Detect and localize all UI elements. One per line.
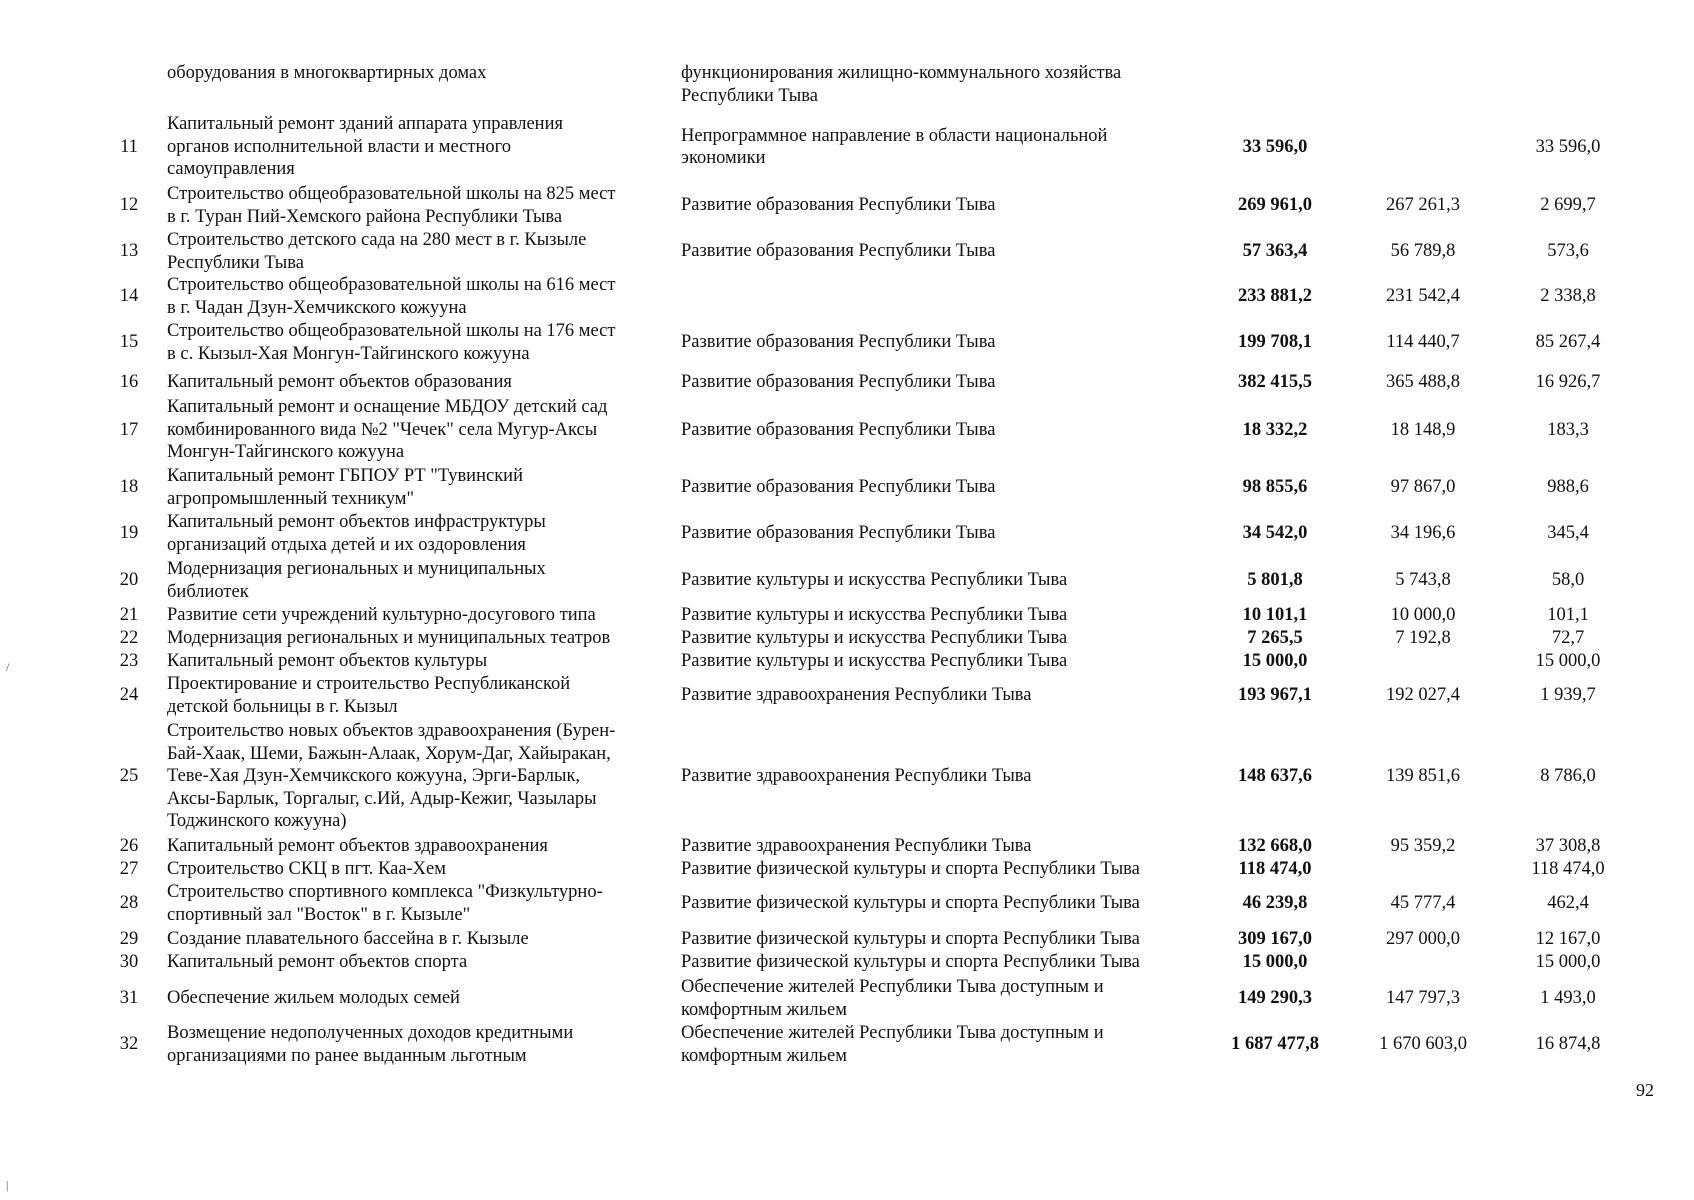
program-name [681,331,1201,354]
row-number: 19 [119,523,139,544]
total-amount: 148 637,6 [1238,766,1312,787]
republic-amount: 37 308,8 [1535,836,1601,857]
object-name-line: детской больницы в г. Кызыл [167,696,398,717]
row-number: 28 [119,893,139,914]
republic-amount: 72,7 [1551,628,1585,649]
federal-amount: 297 000,0 [1386,929,1460,950]
table-row [0,881,1694,926]
total-amount: 193 967,1 [1238,685,1312,706]
object-name [167,320,677,365]
republic-amount: 33 596,0 [1535,136,1601,157]
row-number: 24 [119,685,139,706]
program-name-line: Развитие образования Республики Тыва [681,195,996,216]
program-name-line: Развитие физической культуры и спорта Республики Тыва [681,893,1140,914]
object-name [167,229,677,274]
table-row [0,951,1694,974]
object-name [167,881,677,926]
object-name [167,627,677,650]
federal-amount: 45 777,4 [1390,893,1456,914]
object-name-line: Республики Тыва [167,252,304,273]
table-row [0,465,1694,510]
program-name [681,522,1201,545]
object-name-line: Строительство СКЦ в пгт. Каа-Хем [167,859,446,880]
object-name-line: Тоджинского кожууна) [167,811,347,832]
program-name-line: экономики [681,148,766,168]
republic-amount: 15 000,0 [1535,651,1601,672]
program-name [681,1022,1201,1067]
row-number: 17 [119,419,139,440]
total-amount: 34 542,0 [1242,523,1308,544]
object-name [167,113,677,181]
total-amount: 118 474,0 [1238,859,1312,880]
object-name [167,673,677,718]
program-name [681,650,1201,673]
object-name-line: оборудования в многоквартирных домах [167,63,487,83]
federal-amount: 231 542,4 [1386,286,1460,307]
object-name-line: Теве-Хая Дзун-Хемчикского кожууна, Эрги-Барлык, [167,766,581,787]
margin-mark: | [6,1178,9,1192]
row-number: 29 [119,929,139,950]
row-number: 12 [119,195,139,216]
program-name-line: Развитие физической культуры и спорта Республики Тыва [681,929,1140,950]
program-name [681,976,1201,1021]
table-row [0,858,1694,881]
object-name-line: Обеспечение жильем молодых семей [167,988,460,1009]
table-row [0,627,1694,650]
program-name-line: комфортным жильем [681,999,847,1020]
object-name-line: Капитальный ремонт объектов образования [167,372,512,393]
row-number: 18 [119,477,139,498]
object-name-line: агропромышленный техникум" [167,488,415,509]
object-name-line: Возмещение недополученных доходов кредитными [167,1023,574,1043]
total-amount: 10 101,1 [1242,605,1308,626]
federal-amount: 139 851,6 [1386,766,1460,787]
table-row [0,183,1694,228]
object-name-line: Капитальный ремонт объектов инфраструктуры [167,512,546,532]
republic-amount: 573,6 [1547,241,1589,262]
republic-amount: 15 000,0 [1535,952,1601,973]
object-name-line: Строительство общеобразовательной школы на 616 мест [167,275,616,295]
federal-amount: 365 488,8 [1386,372,1460,393]
program-name [681,684,1201,707]
republic-amount: 2 338,8 [1540,286,1596,307]
program-name [681,371,1201,394]
object-name [167,720,677,833]
total-amount: 1 687 477,8 [1231,1034,1319,1055]
row-number: 14 [119,286,139,307]
table-row [0,604,1694,627]
object-name-line: Строительство общеобразовательной школы на 176 мест [167,321,616,341]
table-row [0,396,1694,464]
federal-amount: 267 261,3 [1386,195,1460,216]
republic-amount: 58,0 [1551,570,1585,591]
program-name-line: Развитие образования Республики Тыва [681,241,996,262]
program-name-line: Развитие образования Республики Тыва [681,523,996,544]
row-number: 32 [119,1034,139,1055]
object-name-line: Бай-Хаак, Шеми, Бажын-Алаак, Хорум-Даг, Хайыракан, [167,743,611,764]
table-row [0,371,1694,394]
program-name [681,604,1201,627]
total-amount: 309 167,0 [1238,929,1312,950]
row-number: 23 [119,651,139,672]
object-name [167,835,677,858]
program-name [681,194,1201,217]
total-amount: 7 265,5 [1247,628,1303,649]
object-name [167,465,677,510]
total-amount: 382 415,5 [1238,372,1312,393]
row-number: 25 [119,766,139,787]
total-amount: 98 855,6 [1242,477,1308,498]
program-name [681,62,1201,107]
table-row [0,229,1694,274]
object-name [167,274,677,319]
object-name-line: Строительство общеобразовательной школы на 825 мест [167,184,616,204]
table-row [0,1022,1694,1067]
program-name-line: комфортным жильем [681,1045,847,1066]
program-name [681,765,1201,788]
row-number: 15 [119,332,139,353]
table-row [0,274,1694,319]
republic-amount: 85 267,4 [1535,332,1601,353]
program-name-line: Развитие культуры и искусства Республики Тыва [681,570,1068,591]
row-number: 31 [119,988,139,1009]
program-name-line: Развитие здравоохранения Республики Тыва [681,685,1032,706]
program-name-line: Развитие здравоохранения Республики Тыва [681,836,1032,857]
republic-amount: 101,1 [1547,605,1589,626]
table-row [0,720,1694,833]
object-name-line: Модернизация региональных и муниципальных театров [167,628,611,649]
object-name [167,396,677,464]
program-name-line: Непрограммное направление в области национальной [681,125,1108,146]
federal-amount: 7 192,8 [1395,628,1451,649]
program-name [681,892,1201,915]
republic-amount: 462,4 [1547,893,1589,914]
object-name-line: спортивный зал "Восток" в г. Кызыле" [167,904,471,925]
total-amount: 33 596,0 [1242,136,1308,157]
object-name-line: Проектирование и строительство Республиканской [167,674,571,694]
object-name-line: в г. Чадан Дзун-Хемчикского кожууна [167,297,467,318]
republic-amount: 1 939,7 [1540,685,1596,706]
republic-amount: 16 926,7 [1535,372,1601,393]
program-name-line: Развитие культуры и искусства Республики Тыва [681,628,1068,649]
program-name [681,419,1201,442]
row-number: 16 [119,372,139,393]
object-name [167,650,677,673]
object-name [167,951,677,974]
program-name-line: Обеспечение жителей Республики Тыва доступным и [681,977,1104,997]
row-number: 26 [119,836,139,857]
federal-amount: 10 000,0 [1390,605,1456,626]
program-name [681,627,1201,650]
object-name-line: библиотек [167,581,249,602]
object-name [167,558,677,603]
table-row [0,320,1694,365]
program-name-line: Развитие образования Республики Тыва [681,332,996,353]
program-name [681,835,1201,858]
object-name [167,62,677,85]
object-name-line: Капитальный ремонт объектов спорта [167,952,468,973]
program-name-line: Развитие здравоохранения Республики Тыва [681,766,1032,787]
table-row [0,673,1694,718]
table-row [0,62,1694,107]
federal-amount: 5 743,8 [1395,570,1451,591]
total-amount: 199 708,1 [1238,332,1312,353]
program-name-line: Развитие физической культуры и спорта Республики Тыва [681,859,1140,880]
table-row [0,511,1694,556]
object-name-line: в с. Кызыл-Хая Монгун-Тайгинского кожууна [167,343,530,364]
margin-mark: / [6,660,10,674]
object-name-line: Строительство новых объектов здравоохранения (Бурен- [167,721,616,742]
object-name-line: Строительство детского сада на 280 мест в г. Кызыле [167,230,587,250]
program-name-line: Развитие культуры и искусства Республики Тыва [681,605,1068,626]
federal-amount: 147 797,3 [1386,988,1460,1009]
row-number: 22 [119,628,139,649]
object-name-line: Развитие сети учреждений культурно-досугового типа [167,605,596,626]
object-name-line: организациями по ранее выданным льготным [167,1045,527,1066]
object-name-line: в г. Туран Пий-Хемского района Республики Тыва [167,206,563,227]
total-amount: 18 332,2 [1242,419,1308,440]
total-amount: 149 290,3 [1238,988,1312,1009]
object-name-line: Капитальный ремонт и оснащение МБДОУ детский сад [167,397,608,418]
total-amount: 15 000,0 [1242,651,1308,672]
republic-amount: 1 493,0 [1540,988,1596,1009]
object-name [167,1022,677,1067]
object-name-line: Капитальный ремонт объектов культуры [167,651,488,672]
object-name-line: Создание плавательного бассейна в г. Кызыле [167,929,529,950]
object-name [167,987,677,1010]
page-number: 92 [1636,1080,1654,1100]
program-name [681,858,1201,881]
object-name [167,858,677,881]
republic-amount: 12 167,0 [1535,929,1601,950]
republic-amount: 2 699,7 [1540,195,1596,216]
federal-amount: 95 359,2 [1390,836,1456,857]
program-name-line: функционирования жилищно-коммунального хозяйства [681,63,1122,83]
total-amount: 233 881,2 [1238,286,1312,307]
republic-amount: 8 786,0 [1540,766,1596,787]
row-number: 21 [119,605,139,626]
program-name [681,125,1201,170]
federal-amount: 97 867,0 [1390,477,1456,498]
row-number: 27 [119,859,139,880]
federal-amount: 18 148,9 [1390,419,1456,440]
object-name-line: органов исполнительной власти и местного [167,136,511,157]
federal-amount: 192 027,4 [1386,685,1460,706]
federal-amount: 56 789,8 [1390,241,1456,262]
object-name [167,183,677,228]
program-name [681,476,1201,499]
program-name-line: Развитие образования Республики Тыва [681,372,996,393]
object-name-line: самоуправления [167,159,295,180]
total-amount: 269 961,0 [1238,195,1312,216]
table-row [0,928,1694,951]
table-row [0,558,1694,603]
total-amount: 57 363,4 [1242,241,1308,262]
object-name [167,371,677,394]
row-number: 20 [119,570,139,591]
republic-amount: 988,6 [1547,477,1589,498]
object-name-line: Аксы-Барлык, Торгалыг, с.Ий, Адыр-Кежиг, Чазылары [167,788,597,809]
program-name-line: Развитие культуры и искусства Республики Тыва [681,651,1068,672]
total-amount: 15 000,0 [1242,952,1308,973]
federal-amount: 114 440,7 [1386,332,1460,353]
program-name [681,951,1201,974]
object-name-line: Капитальный ремонт объектов здравоохранения [167,836,548,857]
program-name-line: Развитие образования Республики Тыва [681,419,996,440]
republic-amount: 16 874,8 [1535,1034,1601,1055]
object-name-line: Модернизация региональных и муниципальных [167,559,546,579]
republic-amount: 183,3 [1547,419,1589,440]
object-name [167,511,677,556]
object-name-line: комбинированного вида №2 "Чечек" села Мугур-Аксы [167,419,598,440]
federal-amount: 1 670 603,0 [1379,1034,1467,1055]
table-row [0,976,1694,1021]
object-name-line: организаций отдыха детей и их оздоровления [167,534,526,555]
table-row [0,835,1694,858]
republic-amount: 118 474,0 [1531,859,1605,880]
federal-amount: 34 196,6 [1390,523,1456,544]
program-name [681,240,1201,263]
object-name-line: Строительство спортивного комплекса "Физкультурно- [167,882,603,902]
table-row [0,113,1694,181]
total-amount: 46 239,8 [1242,893,1308,914]
program-name [681,928,1201,951]
object-name [167,928,677,951]
object-name-line: Капитальный ремонт зданий аппарата управления [167,114,563,135]
row-number: 30 [119,952,139,973]
program-name-line: Развитие физической культуры и спорта Республики Тыва [681,952,1140,973]
total-amount: 5 801,8 [1247,570,1303,591]
object-name-line: Капитальный ремонт ГБПОУ РТ "Тувинский [167,466,523,486]
program-name-line: Обеспечение жителей Республики Тыва доступным и [681,1023,1104,1043]
row-number: 11 [120,136,138,157]
program-name [681,569,1201,592]
republic-amount: 345,4 [1547,523,1589,544]
object-name [167,604,677,627]
program-name-line: Республики Тыва [681,85,818,106]
program-name-line: Развитие образования Республики Тыва [681,477,996,498]
row-number: 13 [119,241,139,262]
object-name-line: Монгун-Тайгинского кожууна [167,442,405,463]
table-row [0,650,1694,673]
total-amount: 132 668,0 [1238,836,1312,857]
